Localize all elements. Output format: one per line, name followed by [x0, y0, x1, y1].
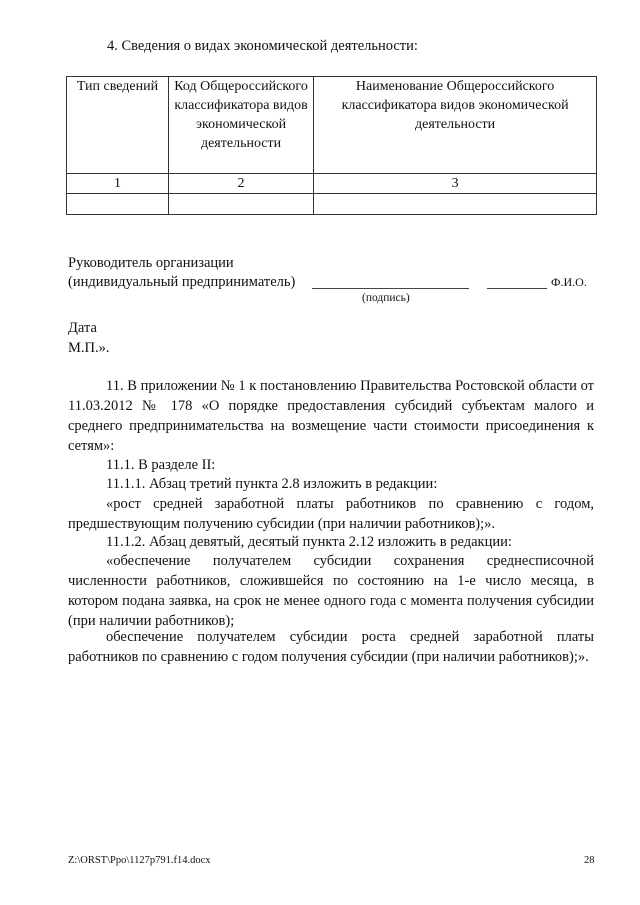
paragraph-11-1: 11.1. В разделе II:	[106, 457, 216, 473]
header-info-type: Тип сведений	[67, 77, 169, 174]
date-label: Дата	[68, 320, 97, 336]
quote-headcount: «обеспечение получателем субсидии сохранения среднесписочной численности работников, сложившейся по состоянию на 1-е число месяца, в котором подана заявка, на срок не менее одного года с момента получения субсидии (при наличии работников);	[68, 553, 594, 629]
fio-label: Ф.И.О.	[551, 275, 587, 289]
column-number-2: 2	[168, 174, 313, 194]
paragraph-11: 11. В приложении № 1 к постановлению Правительства Ростовской области от 11.03.2012 № 178 «О порядке предоставления субсидий субъектам малого и среднего предпринимательства на возмещение части стоимости присоединения к сетям»:	[68, 378, 594, 454]
empty-cell-3	[314, 194, 597, 215]
empty-cell-2	[168, 194, 313, 215]
economic-activity-table	[66, 76, 597, 215]
table-empty-row	[67, 194, 597, 215]
footer-file-path: Z:\ORST\Ppo\1127p791.f14.docx	[68, 855, 211, 866]
head-label-line2: (индивидуальный предприниматель)	[68, 274, 296, 290]
header-okved-name: Наименование Общероссийского классификатора видов экономической деятельности	[314, 77, 597, 174]
paragraph-11-1-2: 11.1.2. Абзац девятый, десятый пункта 2.12 изложить в редакции:	[106, 534, 512, 550]
quote-wage-growth: «рост средней заработной платы работников по сравнению с годом, предшествующим получению субсидии (при наличии работников);».	[68, 496, 594, 532]
section-heading: 4. Сведения о видах экономической деятельности:	[107, 38, 418, 54]
name-line	[487, 288, 547, 289]
signature-line	[312, 288, 469, 289]
header-okved-code: Код Общероссийского классификатора видов экономической деятельности	[168, 77, 313, 174]
empty-cell-1	[67, 194, 169, 215]
column-number-3: 3	[314, 174, 597, 194]
paragraph-11-1-1: 11.1.1. Абзац третий пункта 2.8 изложить в редакции:	[106, 476, 438, 492]
table-header-row	[67, 77, 597, 174]
stamp-label: М.П.».	[68, 340, 110, 356]
table-number-row	[67, 174, 597, 194]
head-label-line1: Руководитель организации	[68, 255, 234, 271]
quote-wage-growth-2: обеспечение получателем субсидии роста средней заработной платы работников по сравнению с годом получения субсидии (при наличии работников);».	[68, 629, 594, 665]
signature-caption: (подпись)	[362, 292, 410, 304]
column-number-1: 1	[67, 174, 169, 194]
page-number: 28	[584, 855, 595, 866]
